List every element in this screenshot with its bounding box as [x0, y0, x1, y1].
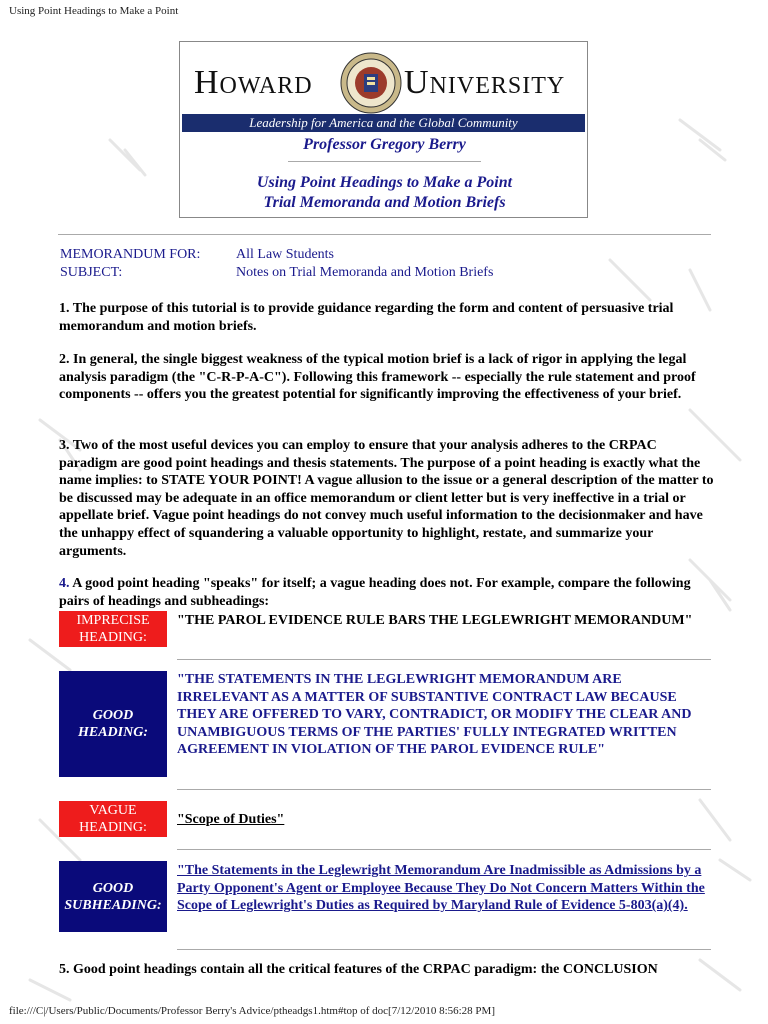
section-divider	[58, 234, 711, 235]
vague-heading-text: "Scope of Duties"	[177, 812, 285, 827]
memo-for-label: MEMORANDUM FOR:	[60, 247, 201, 262]
paragraph-2: 2. In general, the single biggest weakness of the typical motion brief is a lack of rigor in applying the legal analysis paradigm (the "C-R-P-A-C"). Following this framework -- especially the rule statement and proof components -- offers you the greatest potential for significantly improving the effectiveness of your brief.	[59, 352, 696, 403]
memo-subject-label: SUBJECT:	[60, 265, 123, 280]
memo-for-value: All Law Students	[236, 247, 334, 262]
logo-row	[186, 48, 581, 118]
imprecise-heading-text: "THE PAROL EVIDENCE RULE BARS THE LEGLEWRIGHT MEMORANDUM"	[177, 613, 693, 628]
university-seal-icon	[340, 52, 402, 114]
browser-page-footer: file:///C|/Users/Public/Documents/Professor Berry's Advice/ptheadgs1.htm#top of doc[7/12/2010 8:56:28 PM]	[9, 1005, 495, 1017]
banner-title	[180, 173, 589, 213]
vague-heading-tag: VAGUE HEADING:	[59, 801, 167, 837]
example-divider	[177, 949, 711, 950]
paragraph-1: 1. The purpose of this tutorial is to provide guidance regarding the form and content of persuasive trial memorandum and motion briefs.	[59, 301, 674, 334]
banner-tagline: Leadership for America and the Global Community	[182, 114, 585, 132]
paragraph-5: 5. Good point headings contain all the critical features of the CRPAC paradigm: the CONCLUSION	[59, 962, 658, 977]
browser-page-header: Using Point Headings to Make a Point	[9, 5, 179, 17]
good-subheading-link[interactable]: "The Statements in the Leglewright Memorandum Are Inadmissible as Admissions by a Party Opponent's Agent or Employee Because They Do Not Concern Matters Within the Scope of Leglewright's Duties as Required by Maryland Rule of Evidence 5-803(a)(4).	[177, 863, 705, 914]
paragraph-4-text: A good point heading "speaks" for itself; a vague heading does not. For example, compare the following pairs of headings and subheadings:	[59, 576, 691, 609]
example-divider	[177, 849, 711, 850]
good-heading-tag: GOOD HEADING:	[59, 671, 167, 777]
paragraph-4-number[interactable]: 4.	[59, 576, 70, 591]
howard-banner	[179, 41, 588, 218]
university-wordmark: University	[404, 64, 566, 101]
example-divider	[177, 659, 711, 660]
howard-wordmark: Howard	[194, 64, 313, 101]
paragraph-3: 3. Two of the most useful devices you can employ to ensure that your analysis adheres to the CRPAC paradigm are good point headings and thesis statements. The purpose of a point heading is exactly what the name implies: to STATE YOUR POINT! A vague allusion to the issue or a general description of the matter to be discussed may be adequate in an office memorandum or client letter but is very ineffective in a trial or appellate brief. Vague point headings do not convey much useful information to the decisionmaker and have the unhappy effect of squandering a valuable opportunity to highlight, restate, and summarize your arguments.	[59, 438, 714, 559]
professor-name: Professor Gregory Berry	[303, 136, 466, 153]
imprecise-heading-tag: IMPRECISE HEADING:	[59, 611, 167, 647]
banner-divider	[288, 161, 481, 162]
good-heading-text: "THE STATEMENTS IN THE LEGLEWRIGHT MEMORANDUM ARE IRRELEVANT AS A MATTER OF SUBSTANTIVE CONTRACT LAW BECAUSE THEY ARE OFFERED TO VARY, CONTRADICT, OR MODIFY THE CLEAR AND UNAMBIGUOUS TERMS OF THE PARTIES' FULLY INTEGRATED WRITTEN AGREEMENT IN VIOLATION OF THE PAROL EVIDENCE RULE"	[177, 672, 692, 758]
good-subheading-tag: GOOD SUBHEADING:	[59, 861, 167, 932]
banner-title-line1: Using Point Headings to Make a Point	[256, 174, 513, 191]
example-divider	[177, 789, 711, 790]
memo-subject-value: Notes on Trial Memoranda and Motion Briefs	[236, 265, 494, 280]
paragraph-4	[59, 575, 714, 610]
banner-title-line2: Trial Memoranda and Motion Briefs	[263, 194, 506, 211]
